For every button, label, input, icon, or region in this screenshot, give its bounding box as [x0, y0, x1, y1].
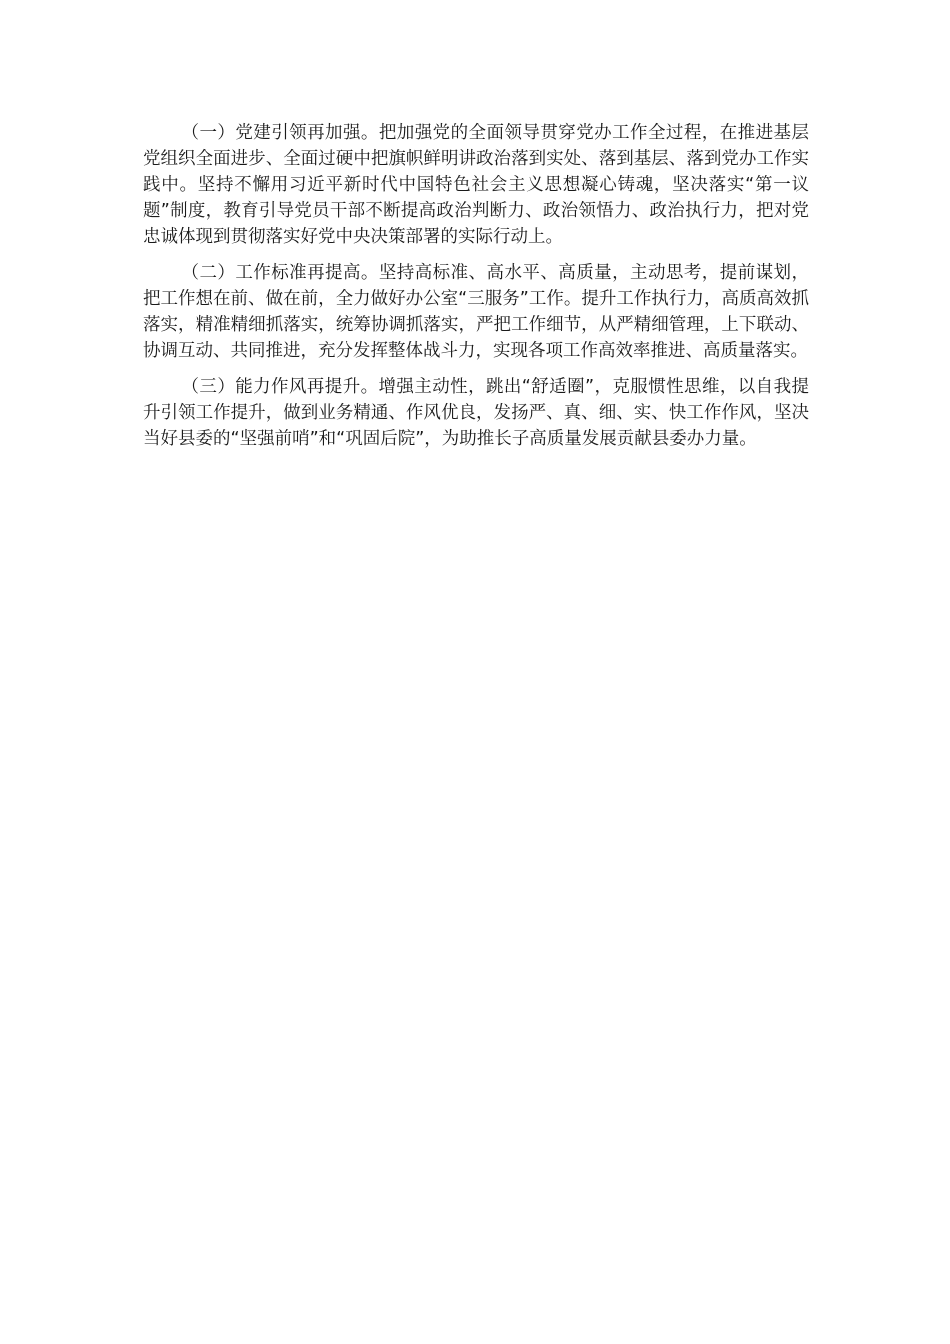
paragraph-work-standards: （二）工作标准再提高。坚持高标准、高水平、高质量，主动思考，提前谋划，把工作想在前、做在前，全力做好办公室“三服务”工作。提升工作执行力，高质高效抓落实，精准精细抓落实，统筹协调抓落实，严把工作细节，从严精细管理，上下联动、协调互动、共同推进，充分发挥整体战斗力，实现各项工作高效率推进、高质量落实。 — [143, 263, 809, 361]
paragraph-ability-style: （三）能力作风再提升。增强主动性，跳出“舒适圈”，克服惯性思维，以自我提升引领工作提升，做到业务精通、作风优良，发扬严、真、细、实、快工作作风，坚决当好县委的“坚强前哨”和“巩固后院”，为助推长子高质量发展贡献县委办力量。 — [143, 377, 809, 449]
paragraph-party-building: （一）党建引领再加强。把加强党的全面领导贯穿党办工作全过程，在推进基层党组织全面进步、全面过硬中把旗帜鲜明讲政治落到实处、落到基层、落到党办工作实践中。坚持不懈用习近平新时代中国特色社会主义思想凝心铸魂，坚决落实“第一议题”制度，教育引导党员干部不断提高政治判断力、政治领悟力、政治执行力，把对党忠诚体现到贯彻落实好党中央决策部署的实际行动上。 — [143, 123, 809, 247]
document-body — [143, 120, 809, 462]
